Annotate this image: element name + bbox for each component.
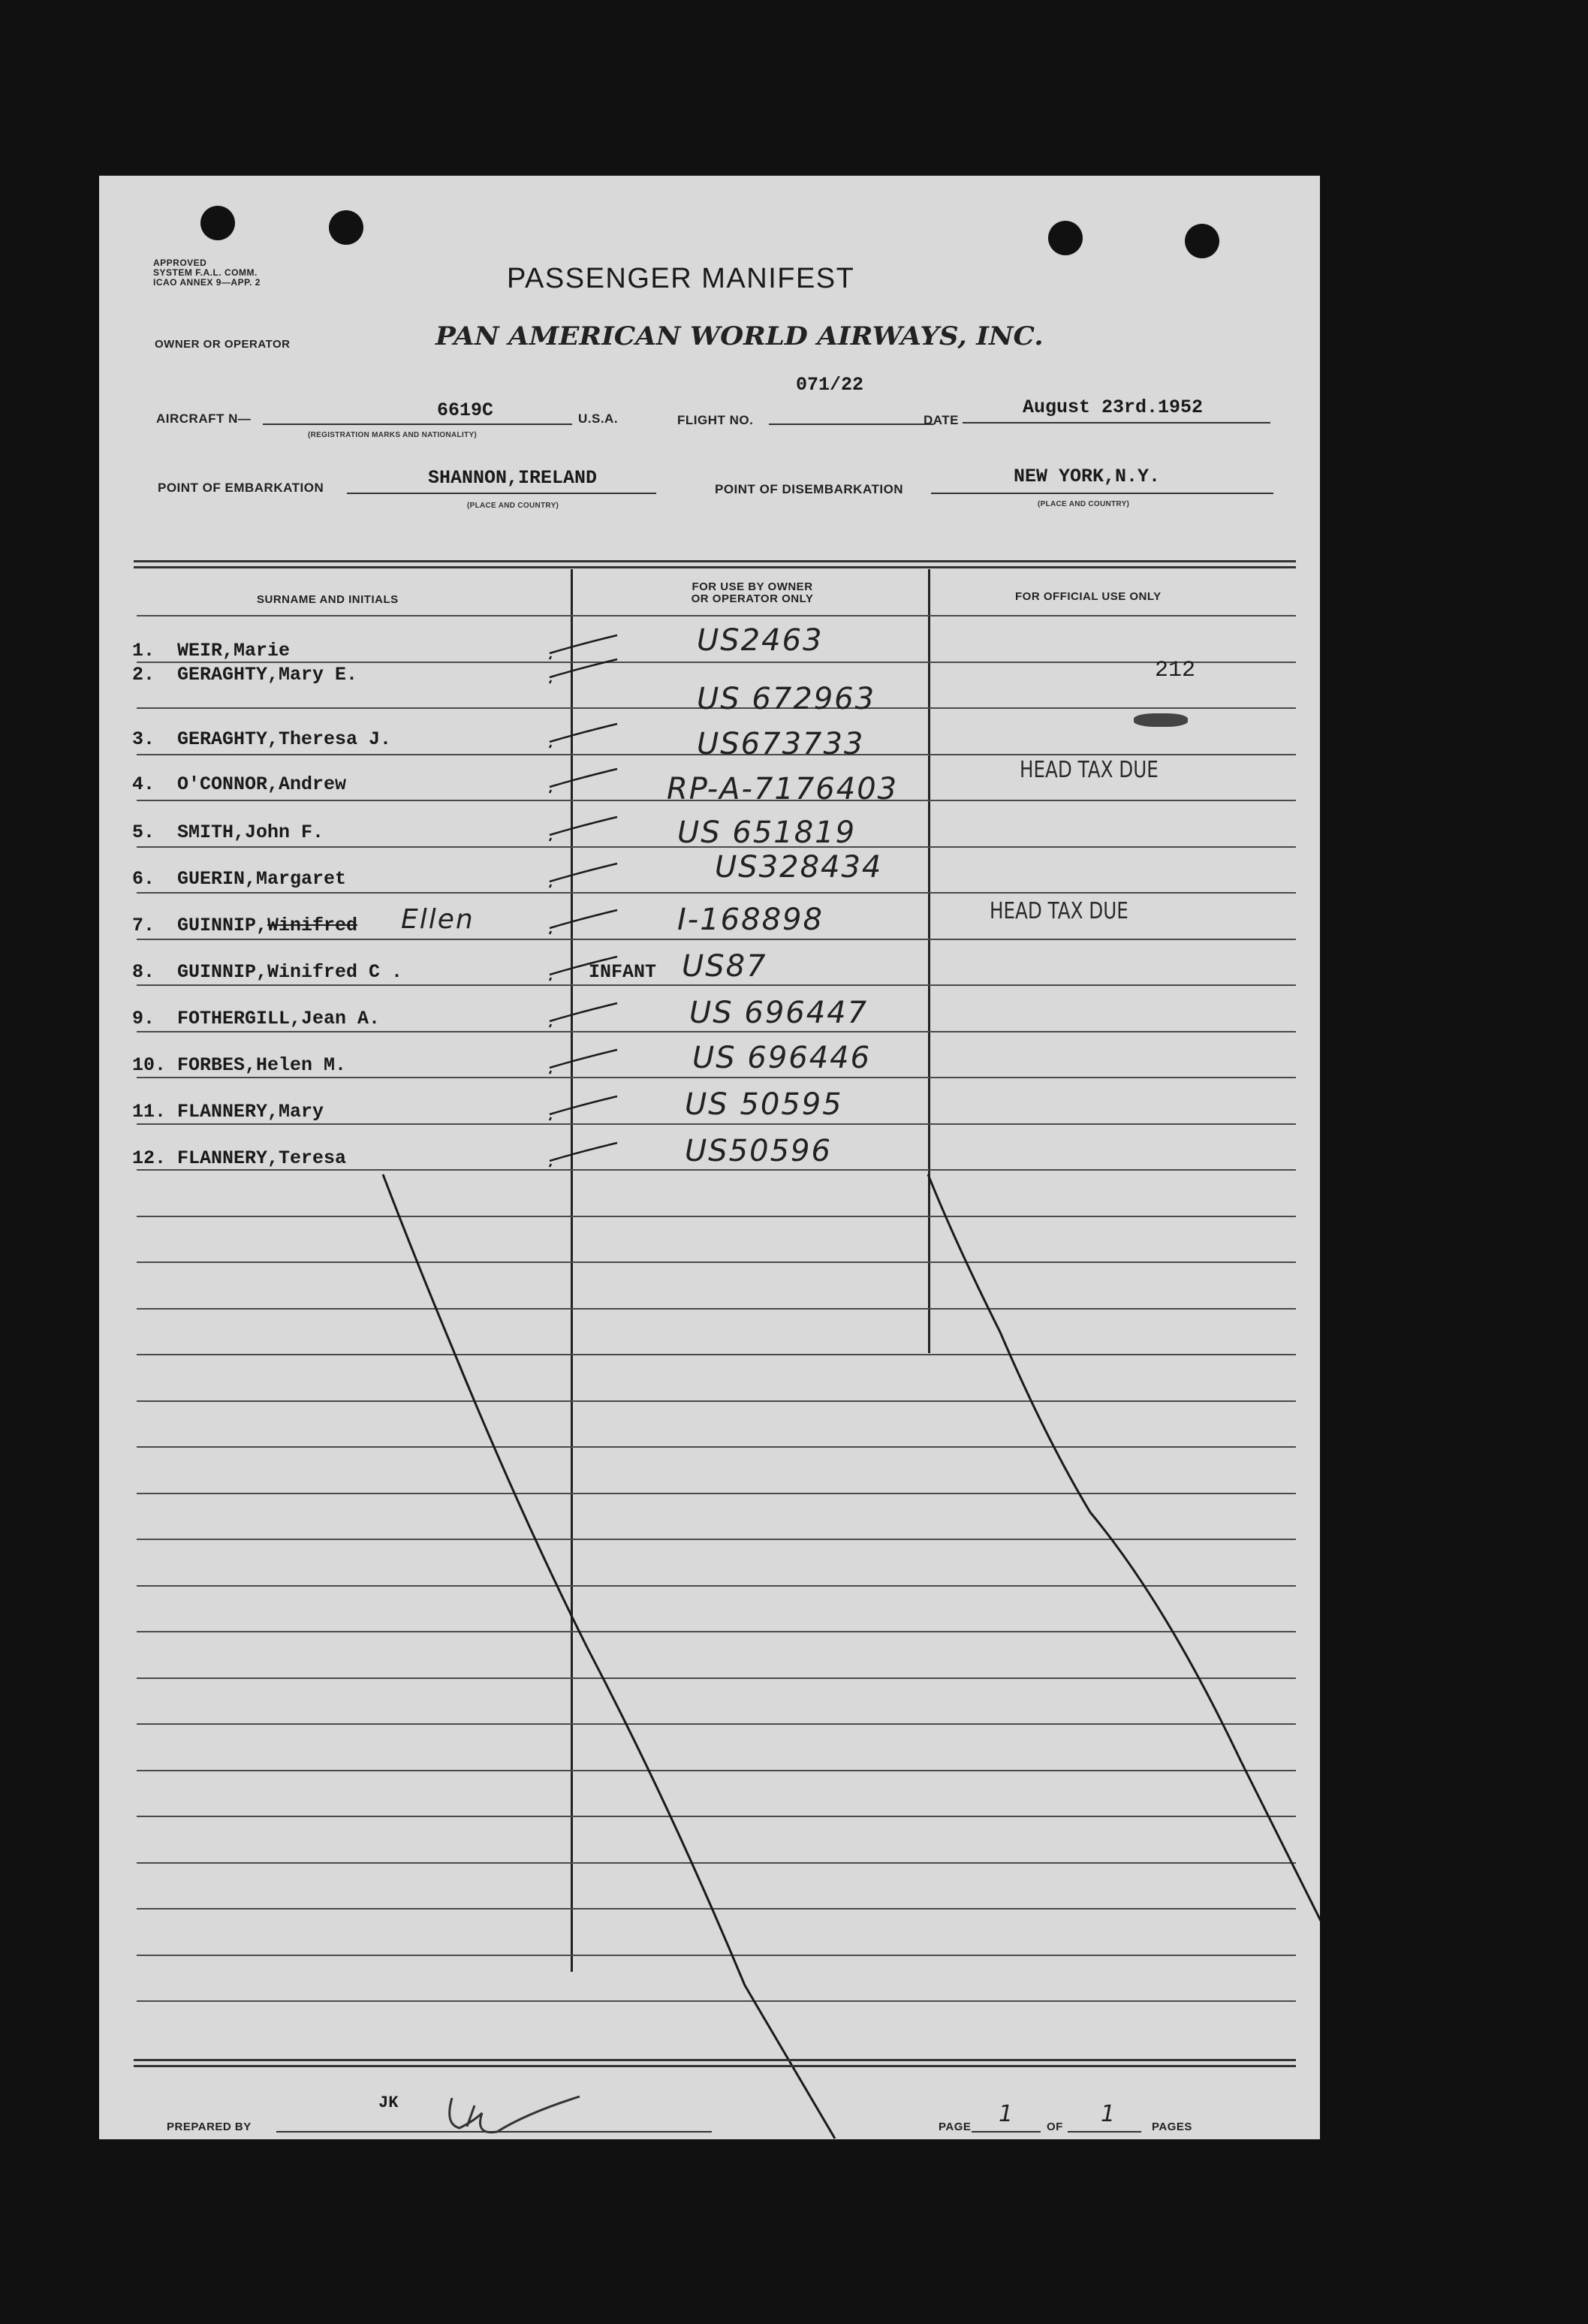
embarkation-caption: (PLACE AND COUNTRY): [467, 502, 559, 510]
check-mark: [550, 724, 617, 748]
disembarkation-value: NEW YORK,N.Y.: [1014, 466, 1161, 487]
embarkation-label: POINT OF EMBARKATION: [158, 481, 324, 495]
of-value: 1: [1101, 2101, 1117, 2127]
strikeout-lines: [99, 176, 1320, 2139]
passenger-name-text: FORBES,Helen M.: [177, 1054, 347, 1076]
passenger-number: 3.: [132, 728, 155, 750]
document-title: PASSENGER MANIFEST: [507, 263, 855, 294]
official-note: 212: [1155, 658, 1196, 683]
column-header-official-use: FOR OFFICIAL USE ONLY: [1015, 590, 1162, 603]
passenger-number: 8.: [132, 961, 155, 983]
passport-number: US87: [682, 949, 767, 984]
passenger-name-struck: Winifred: [267, 915, 358, 936]
disembarkation-caption: (PLACE AND COUNTRY): [1038, 500, 1130, 508]
check-mark: [550, 910, 617, 934]
check-mark: [550, 659, 617, 683]
passenger-name-text: WEIR,Marie: [177, 640, 291, 662]
pages-label: PAGES: [1152, 2121, 1192, 2133]
check-mark: [550, 635, 617, 659]
of-underline: [1068, 2131, 1141, 2133]
check-mark: [550, 957, 617, 981]
date-label: DATE: [924, 413, 960, 427]
owner-use-line: OR OPERATOR ONLY: [691, 592, 814, 605]
passenger-number: 12.: [132, 1147, 167, 1169]
passenger-name-text: SMITH,John F.: [177, 821, 324, 843]
check-mark: [550, 1143, 617, 1167]
passport-number: US50596: [685, 1134, 832, 1168]
passenger-name-text: O'CONNOR,Andrew: [177, 773, 347, 795]
infant-label: INFANT: [589, 961, 657, 983]
passport-number: I-168898: [677, 903, 824, 937]
passenger-name-text: GERAGHTY,Theresa J.: [177, 728, 392, 750]
check-mark: [550, 1003, 617, 1027]
reference-number: 071/22: [796, 374, 864, 396]
approval-line: APPROVED: [153, 258, 207, 268]
preparer-initials: JK: [378, 2093, 399, 2112]
cancel-line: [383, 1174, 835, 2139]
passenger-number: 2.: [132, 664, 155, 686]
footer-rule: [134, 2065, 1296, 2067]
passenger-name-handwritten: Ellen: [401, 904, 475, 935]
check-mark: [550, 769, 617, 793]
passenger-name-text: FOTHERGILL,Jean A.: [177, 1008, 381, 1029]
operator-name: PAN AMERICAN WORLD AIRWAYS, INC.: [435, 321, 1044, 351]
passenger-number: 6.: [132, 868, 155, 890]
passenger-number: 10.: [132, 1054, 167, 1076]
passenger-number: 1.: [132, 640, 155, 662]
passenger-name-text: GERAGHTY,Mary E.: [177, 664, 358, 686]
approval-line: SYSTEM F.A.L. COMM.: [153, 267, 258, 278]
page-value: 1: [999, 2101, 1015, 2127]
passport-number: US328434: [715, 850, 883, 885]
aircraft-value: 6619C: [437, 399, 494, 421]
official-note: HEAD TAX DUE: [1020, 757, 1159, 783]
passport-number: US 696446: [692, 1041, 872, 1075]
passport-number: US 672963: [697, 682, 876, 716]
passenger-name-text: FLANNERY,Teresa: [177, 1147, 347, 1169]
page-underline: [972, 2131, 1041, 2133]
check-mark: [550, 1096, 617, 1120]
check-mark: [550, 817, 617, 841]
passenger-name-text: GUINNIP,Winifred C .: [177, 961, 403, 983]
owner-label: OWNER OR OPERATOR: [155, 338, 291, 351]
passport-number: US 696447: [689, 996, 869, 1030]
disembarkation-label: POINT OF DISEMBARKATION: [715, 482, 904, 496]
passport-number: RP-A-7176403: [667, 772, 899, 806]
of-label: OF: [1047, 2121, 1063, 2133]
signature: [429, 2083, 610, 2143]
passenger-number: 5.: [132, 821, 155, 843]
registration-caption: (REGISTRATION MARKS AND NATIONALITY): [308, 431, 478, 439]
passport-number: US2463: [697, 623, 824, 658]
date-value: August 23rd.1952: [1023, 396, 1204, 418]
passenger-number: 7.: [132, 915, 155, 936]
column-header-names: SURNAME AND INITIALS: [257, 593, 399, 606]
prepared-label: PREPARED BY: [167, 2121, 252, 2133]
passenger-name-text: GUINNIP,: [177, 915, 268, 936]
passenger-number: 4.: [132, 773, 155, 795]
embarkation-value: SHANNON,IRELAND: [428, 467, 598, 489]
passenger-number: 11.: [132, 1101, 167, 1123]
aircraft-label: AIRCRAFT N—: [156, 411, 252, 426]
check-mark: [550, 1050, 617, 1074]
owner-use-line: FOR USE BY OWNER: [692, 580, 813, 593]
flight-label: FLIGHT NO.: [677, 413, 754, 427]
passenger-name-text: FLANNERY,Mary: [177, 1101, 324, 1123]
check-mark: [550, 864, 617, 888]
cancel-line: [928, 1174, 1320, 1940]
passport-number: US 651819: [677, 815, 857, 850]
passport-number: US673733: [697, 727, 865, 761]
page-label: PAGE: [939, 2121, 972, 2133]
footer-rule: [134, 2059, 1296, 2061]
passenger-number: 9.: [132, 1008, 155, 1029]
approval-line: ICAO ANNEX 9—APP. 2: [153, 277, 261, 288]
manifest-sheet: [99, 176, 1320, 2139]
passenger-name-text: GUERIN,Margaret: [177, 868, 347, 890]
nationality: U.S.A.: [578, 411, 619, 426]
official-note: HEAD TAX DUE: [990, 898, 1128, 924]
passport-number: US 50595: [685, 1087, 843, 1122]
